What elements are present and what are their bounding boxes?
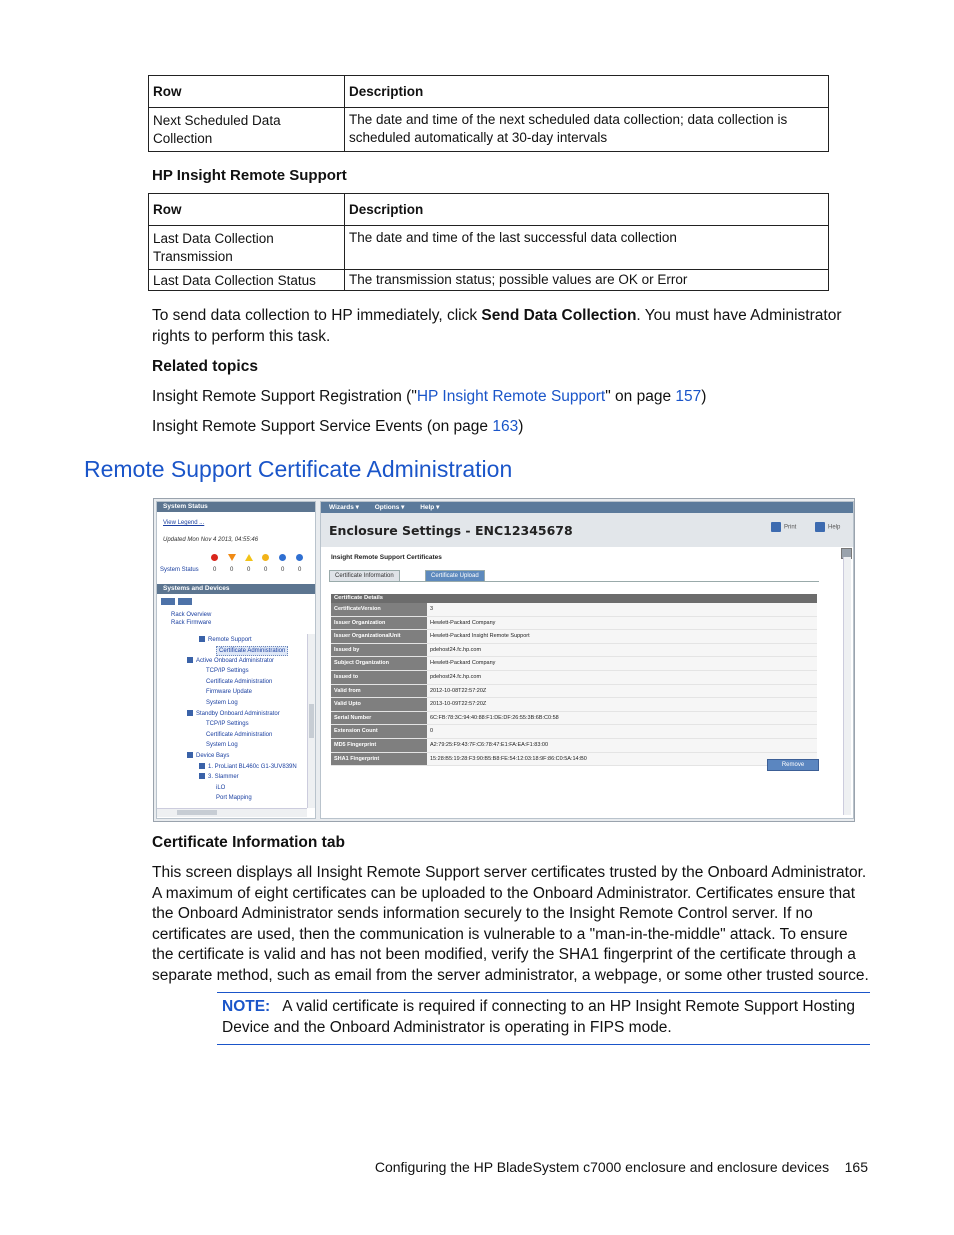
footer-text: Configuring the HP BladeSystem c7000 enclosure and enclosure devices bbox=[374, 1159, 830, 1175]
tree-bay-3[interactable]: 3. Slammer bbox=[199, 773, 239, 781]
subheading-certificate-information-tab: Certificate Information tab bbox=[152, 834, 345, 851]
tree-rack-overview[interactable]: Rack Overview bbox=[171, 612, 212, 618]
tree-rack-firmware[interactable]: Rack Firmware bbox=[171, 620, 212, 626]
note-bottom-rule bbox=[217, 1044, 870, 1045]
table-row: SHA1 Fingerprint 15:28:B5:19:28:F3:90:B5:B8:FE:54:12:03:18:9F:86:C0:5A:14:B0 bbox=[331, 753, 817, 767]
expand-icon bbox=[199, 773, 205, 779]
tree-remote-support[interactable]: Remote Support bbox=[199, 636, 252, 644]
view-legend-link[interactable]: View Legend ... bbox=[163, 520, 205, 526]
table-row bbox=[149, 270, 829, 291]
unknown-icon bbox=[296, 554, 303, 561]
systems-devices-header: Systems and Devices bbox=[157, 584, 315, 594]
tree-ilo[interactable]: iLO bbox=[216, 785, 226, 791]
collapse-all-button[interactable] bbox=[178, 598, 192, 605]
updated-timestamp: Updated Mon Nov 4 2013, 04:55:46 bbox=[163, 537, 259, 543]
vertical-scrollbar[interactable] bbox=[307, 634, 315, 808]
vertical-scrollbar[interactable] bbox=[843, 557, 851, 815]
table-row: Issuer Organization Hewlett-Packard Company bbox=[331, 617, 817, 631]
section-heading: Remote Support Certificate Administration bbox=[84, 456, 513, 482]
status-count: 0 bbox=[213, 567, 217, 573]
ui-term: Send Data Collection bbox=[481, 307, 637, 324]
page-header bbox=[321, 513, 853, 547]
system-status-header: System Status bbox=[157, 502, 315, 512]
section-title-hp-irs: HP Insight Remote Support bbox=[152, 167, 347, 184]
tree-firmware-update[interactable]: Firmware Update bbox=[206, 689, 253, 695]
related-topic-2: Insight Remote Support Service Events (on page 163) bbox=[152, 418, 524, 435]
table-row bbox=[149, 108, 829, 152]
screenshot-oa-certificate-admin bbox=[153, 498, 855, 822]
certificate-details-header: Certificate Details bbox=[331, 594, 817, 603]
tree-certificate-administration[interactable]: Certificate Administration bbox=[206, 679, 273, 685]
info-icon bbox=[279, 554, 286, 561]
table-row bbox=[149, 226, 829, 270]
warning-icon bbox=[262, 554, 269, 561]
table-header-row: Row bbox=[149, 76, 345, 108]
table-header-description: Description bbox=[345, 194, 829, 226]
certificate-details-table bbox=[331, 594, 817, 766]
table-cell: The date and time of the next scheduled data collection; data collection is scheduled automatically at 30-day intervals bbox=[345, 108, 829, 152]
print-button[interactable]: Print bbox=[771, 522, 796, 532]
tree-active-oa[interactable]: Active Onboard Administrator bbox=[187, 657, 274, 665]
tree-device-bays[interactable]: Device Bays bbox=[187, 752, 229, 760]
tree-bay-1[interactable]: 1. ProLiant BL460c G1-3UV839N bbox=[199, 763, 297, 771]
horizontal-scrollbar[interactable] bbox=[157, 808, 307, 817]
right-panel bbox=[320, 501, 854, 819]
collapse-icon bbox=[187, 710, 193, 716]
tree-certificate-administration-selected[interactable]: Certificate Administration bbox=[216, 646, 288, 656]
menu-options[interactable]: Options ▾ bbox=[374, 504, 405, 511]
tree-tcpip-settings[interactable]: TCP/IP Settings bbox=[206, 721, 249, 727]
table-row: Serial Number 6C:FB:78:3C:94:40:88:F1:DE:DF:26:55:3B:6B:C0:58 bbox=[331, 712, 817, 726]
print-icon bbox=[771, 522, 781, 532]
table-cell: Last Data Collection Transmission bbox=[149, 226, 345, 270]
tree-tcpip-settings[interactable]: TCP/IP Settings bbox=[206, 668, 249, 674]
tree-certificate-administration[interactable]: Certificate Administration bbox=[206, 732, 273, 738]
status-count: 0 bbox=[264, 567, 268, 573]
tab-certificate-information[interactable]: Certificate Information bbox=[329, 570, 400, 582]
related-topics-label: Related topics bbox=[152, 358, 258, 375]
table-row: CertificateVersion 3 bbox=[331, 603, 817, 617]
page-number: 165 bbox=[844, 1159, 868, 1175]
critical-icon bbox=[211, 554, 218, 561]
note-box bbox=[222, 997, 862, 1038]
status-count: 0 bbox=[247, 567, 251, 573]
page-footer bbox=[375, 1159, 868, 1175]
table-row: Extension Count 0 bbox=[331, 725, 817, 739]
link-page-157[interactable]: 157 bbox=[675, 388, 702, 405]
table-last-collection bbox=[148, 193, 829, 291]
body-paragraph: This screen displays all Insight Remote Support server certificates trusted by the Onboard Administrator. A maximum of eight certificates can be uploaded to the Onboard Administrator. Certificates ensure that the Onboard Administrator sends information securely to the Insight Remote Control server. If no certificates are used, then the communication is vulnerable to a "man-in-the-middle" attack. To ensure the certificate is valid and has not been modified, verify the SHA1 fingerprint of the certificate through a separate method, such as email from the server administrator, a webpage, or some other trusted source. bbox=[152, 864, 869, 984]
left-panel bbox=[156, 501, 316, 819]
note-top-rule bbox=[217, 992, 870, 993]
menu-bar bbox=[321, 502, 853, 513]
table-row: Issuer OrganizationalUnit Hewlett-Packard Insight Remote Support bbox=[331, 630, 817, 644]
status-icons bbox=[211, 554, 311, 564]
table-cell: The transmission status; possible values are OK or Error bbox=[345, 270, 829, 291]
paragraph-send-data: To send data collection to HP immediately, click Send Data Collection. You must have Administrator rights to perform this task. bbox=[152, 307, 842, 345]
tree-system-log[interactable]: System Log bbox=[206, 700, 238, 706]
table-row: Issued to pdehost24.fc.hp.com bbox=[331, 671, 817, 685]
status-count: 0 bbox=[281, 567, 285, 573]
page-title: Enclosure Settings - ENC12345678 bbox=[329, 523, 573, 538]
scrollbar-thumb[interactable] bbox=[309, 704, 314, 738]
table-header-row: Row bbox=[149, 194, 345, 226]
expand-icon bbox=[199, 763, 205, 769]
table-row: Valid from 2012-10-08T22:57:20Z bbox=[331, 685, 817, 699]
link-hp-irs[interactable]: HP Insight Remote Support bbox=[416, 388, 606, 405]
tree-standby-oa[interactable]: Standby Onboard Administrator bbox=[187, 710, 280, 718]
help-icon bbox=[815, 522, 825, 532]
table-row: Valid Upto 2013-10-09T22:57:20Z bbox=[331, 698, 817, 712]
section-title: Insight Remote Support Certificates bbox=[331, 554, 442, 561]
menu-wizards[interactable]: Wizards ▾ bbox=[329, 504, 359, 511]
expand-all-button[interactable] bbox=[161, 598, 175, 605]
table-header-description: Description bbox=[345, 76, 829, 108]
link-page-163[interactable]: 163 bbox=[492, 418, 519, 435]
related-topic-1: Insight Remote Support Registration ("HP Insight Remote Support" on page 157) bbox=[152, 388, 707, 405]
menu-help[interactable]: Help ▾ bbox=[420, 504, 440, 511]
status-count: 0 bbox=[230, 567, 234, 573]
note-text: A valid certificate is required if connecting to an HP Insight Remote Support Hosting Device and the Onboard Administrator is operating in FIPS mode. bbox=[222, 998, 855, 1036]
minor-icon bbox=[245, 554, 253, 561]
table-row: Issued by pdehost24.fc.hp.com bbox=[331, 644, 817, 658]
tree-port-mapping[interactable]: Port Mapping bbox=[216, 795, 252, 801]
table-next-collection bbox=[148, 75, 829, 152]
system-status-link[interactable]: System Status bbox=[160, 567, 199, 573]
table-row: MD5 Fingerprint A2:79:25:F9:43:7F:C6:78:47:E1:FA:EA:F1:83:00 bbox=[331, 739, 817, 753]
collapse-icon bbox=[199, 636, 205, 642]
table-row: Subject Organization Hewlett-Packard Company bbox=[331, 657, 817, 671]
status-count: 0 bbox=[298, 567, 302, 573]
remove-button[interactable]: Remove bbox=[767, 759, 819, 771]
collapse-icon bbox=[187, 752, 193, 758]
scrollbar-thumb[interactable] bbox=[177, 810, 217, 815]
table-cell: Next Scheduled Data Collection bbox=[149, 108, 345, 152]
major-icon bbox=[228, 554, 236, 561]
collapse-icon bbox=[187, 657, 193, 663]
tab-certificate-upload[interactable]: Certificate Upload bbox=[425, 570, 485, 582]
table-cell: The date and time of the last successful data collection bbox=[345, 226, 829, 270]
table-cell: Last Data Collection Status bbox=[149, 270, 345, 291]
tree-system-log[interactable]: System Log bbox=[206, 742, 238, 748]
tab-divider bbox=[329, 581, 819, 582]
note-label: NOTE: bbox=[222, 998, 271, 1015]
help-button[interactable]: Help bbox=[815, 522, 840, 532]
